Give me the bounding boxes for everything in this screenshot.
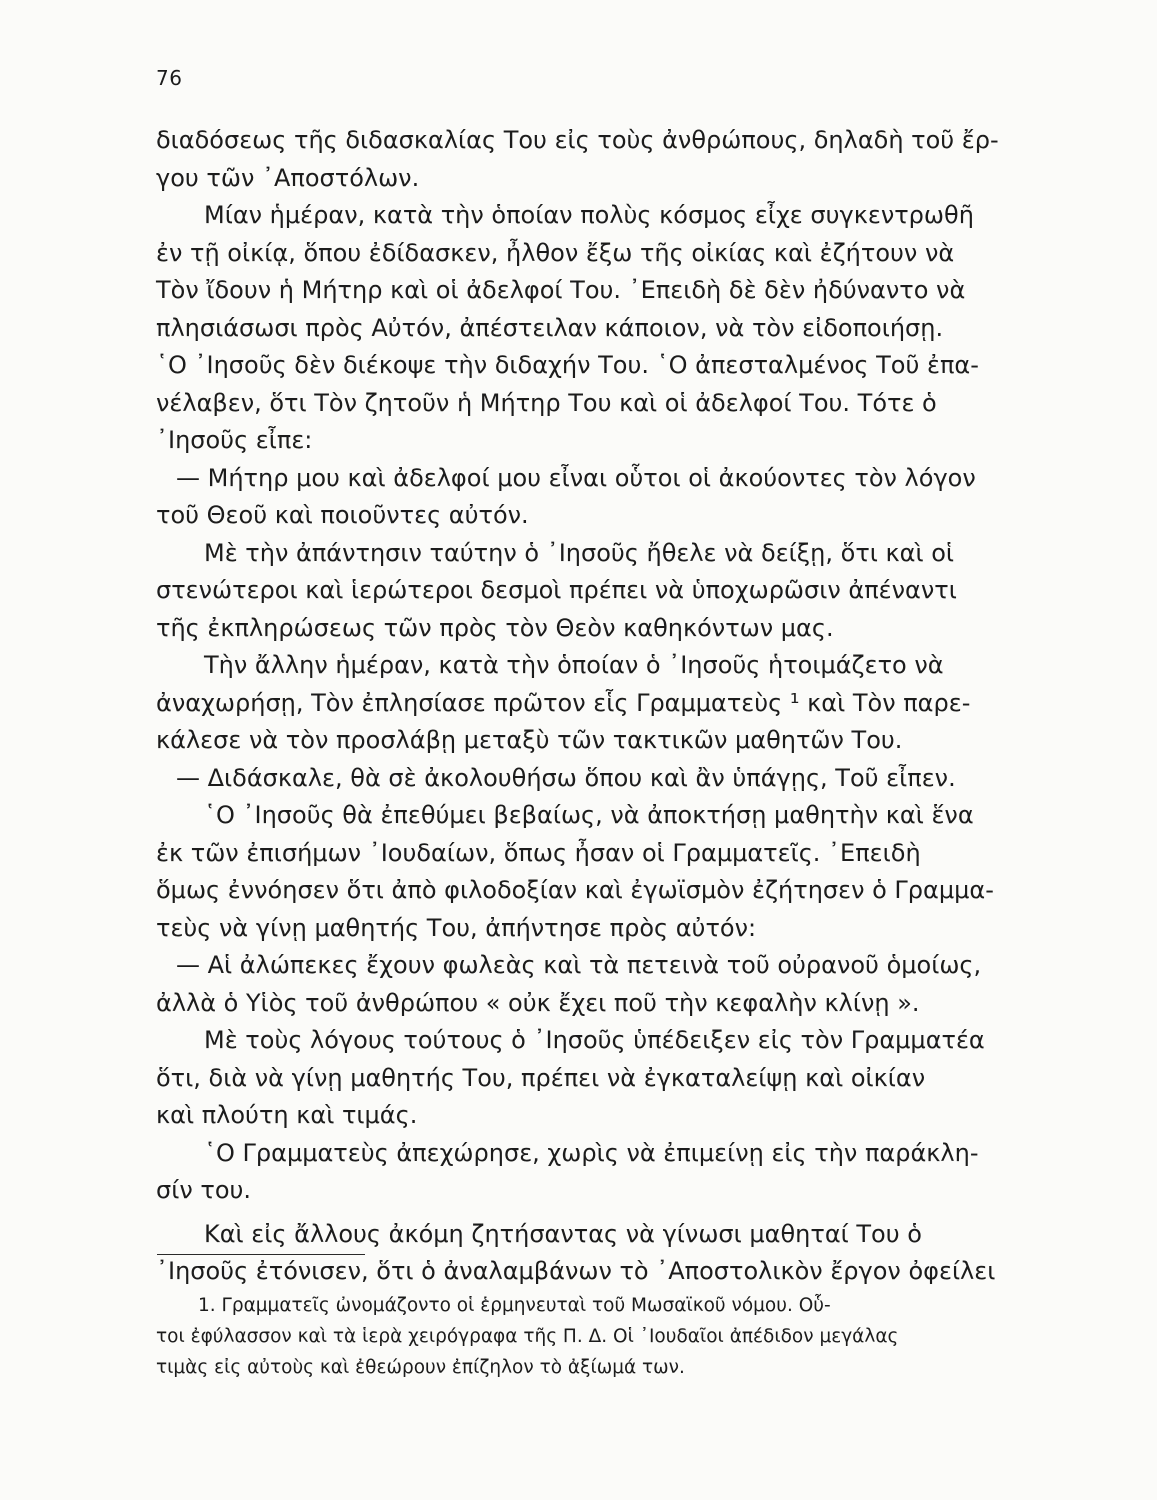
text-line: Τὸν ἴδουν ἡ Μήτηρ καὶ οἱ ἀδελφοί Του. ᾿Επειδὴ δὲ δὲν ἠδύναντο νὰ bbox=[156, 276, 966, 304]
text-line: τεὺς νὰ γίνῃ μαθητής Του, ἀπήντησε πρὸς αὐτόν: bbox=[156, 913, 757, 942]
text-line: ῾Ο ᾿Ιησοῦς δὲν διέκοψε τὴν διδαχήν Του. ῾Ο ἀπεσταλμένος Τοῦ ἐπα- bbox=[156, 351, 979, 379]
text-line: νέλαβεν, ὅτι Τὸν ζητοῦν ἡ Μήτηρ Του καὶ οἱ ἀδελφοί Του. Τότε ὁ bbox=[156, 388, 937, 417]
text-line: ἐν τῇ οἰκίᾳ, ὅπου ἐδίδασκεν, ἦλθον ἔξω τῆς οἰκίας καὶ ἐζήτουν νὰ bbox=[156, 238, 955, 267]
text-line: ᾿Ιησοῦς ἐτόνισεν, ὅτι ὁ ἀναλαμβάνων τὸ ᾿Αποστολικὸν ἔργον ὀφείλει bbox=[156, 1257, 996, 1285]
text-line: Τὴν ἄλλην ἡμέραν, κατὰ τὴν ὁποίαν ὁ ᾿Ιησοῦς ἡτοιμάζετο νὰ bbox=[204, 651, 944, 679]
text-line: τῆς ἐκπληρώσεως τῶν πρὸς τὸν Θεὸν καθηκόντων μας. bbox=[156, 613, 834, 642]
text-line: Μὲ τοὺς λόγους τούτους ὁ ᾿Ιησοῦς ὑπέδειξεν εἰς τὸν Γραμματέα bbox=[204, 1026, 985, 1054]
text-line: τοῦ Θεοῦ καὶ ποιοῦντες αὐτόν. bbox=[156, 501, 529, 529]
text-line: ἀλλὰ ὁ Υἱὸς τοῦ ἀνθρώπου « οὐκ ἔχει ποῦ τὴν κεφαλὴν κλίνῃ ». bbox=[156, 988, 920, 1017]
text-line: καὶ πλούτη καὶ τιμάς. bbox=[156, 1101, 418, 1129]
text-line: κάλεσε νὰ τὸν προσλάβῃ μεταξὺ τῶν τακτικῶν μαθητῶν Του. bbox=[156, 726, 903, 754]
text-line: ὅμως ἐννόησεν ὅτι ἀπὸ φιλοδοξίαν καὶ ἐγωϊσμὸν ἐζήτησεν ὁ Γραμμα- bbox=[156, 876, 994, 904]
text-line: — Διδάσκαλε, θὰ σὲ ἀκολουθήσω ὅπου καὶ ἂν ὑπάγῃς, Τοῦ εἶπεν. bbox=[176, 763, 956, 792]
text-line: ἐκ τῶν ἐπισήμων ᾿Ιουδαίων, ὅπως ἦσαν οἱ Γραμματεῖς. ᾿Επειδὴ bbox=[156, 838, 921, 867]
text-line: γου τῶν ᾿Αποστόλων. bbox=[156, 163, 420, 192]
footnote-divider bbox=[157, 1254, 365, 1255]
text-line: στενώτεροι καὶ ἱερώτεροι δεσμοὶ πρέπει νὰ ὑποχωρῶσιν ἀπέναντι bbox=[156, 576, 957, 604]
text-line: ῾Ο Γραμματεὺς ἀπεχώρησε, χωρὶς νὰ ἐπιμείνῃ εἰς τὴν παράκλη- bbox=[204, 1138, 979, 1167]
body-text bbox=[156, 122, 1006, 1291]
text-line: πλησιάσωσι πρὸς Αὐτόν, ἀπέστειλαν κάποιον, νὰ τὸν εἰδοποιήσῃ. bbox=[156, 313, 944, 342]
text-line: Μὲ τὴν ἀπάντησιν ταύτην ὁ ᾿Ιησοῦς ἤθελε νὰ δείξῃ, ὅτι καὶ οἱ bbox=[204, 538, 955, 567]
footnote-line: τοι ἐφύλασσον καὶ τὰ ἱερὰ χειρόγραφα τῆς Π. Δ. Οἱ ᾿Ιουδαῖοι ἀπέδιδον μεγάλας bbox=[156, 1326, 899, 1347]
text-line: ᾿Ιησοῦς εἶπε: bbox=[156, 426, 313, 454]
page-number: 76 bbox=[156, 66, 183, 90]
text-line: Μίαν ἡμέραν, κατὰ τὴν ὁποίαν πολὺς κόσμος εἶχε συγκεντρωθῆ bbox=[204, 201, 974, 229]
text-line: σίν του. bbox=[156, 1176, 252, 1204]
footnote-line: τιμὰς εἰς αὐτοὺς καὶ ἐθεώρουν ἐπίζηλον τὸ ἀξίωμά των. bbox=[156, 1357, 685, 1378]
text-line: Καὶ εἰς ἄλλους ἀκόμη ζητήσαντας νὰ γίνωσι μαθηταί Του ὁ bbox=[204, 1219, 922, 1248]
text-line: ὅτι, διὰ νὰ γίνῃ μαθητής Του, πρέπει νὰ ἐγκαταλείψῃ καὶ οἰκίαν bbox=[156, 1063, 926, 1092]
text-line: ῾Ο ᾿Ιησοῦς θὰ ἐπεθύμει βεβαίως, νὰ ἀποκτήσῃ μαθητὴν καὶ ἕνα bbox=[204, 801, 974, 829]
text-line: — Μήτηρ μου καὶ ἀδελφοί μου εἶναι οὗτοι οἱ ἀκούοντες τὸν λόγον bbox=[176, 463, 976, 492]
text-line: διαδόσεως τῆς διδασκαλίας Του εἰς τοὺς ἀνθρώπους, δηλαδὴ τοῦ ἔρ- bbox=[156, 126, 999, 154]
text-line: ἀναχωρήσῃ, Τὸν ἐπλησίασε πρῶτον εἷς Γραμματεὺς ¹ καὶ Τὸν παρε- bbox=[156, 688, 971, 717]
footnote-line: 1. Γραμματεῖς ὠνομάζοντο οἱ ἑρμηνευταὶ τοῦ Μωσαϊκοῦ νόμου. Οὗ- bbox=[198, 1295, 831, 1316]
text-line: — Αἱ ἀλώπεκες ἔχουν φωλεὰς καὶ τὰ πετεινὰ τοῦ οὐρανοῦ ὁμοίως, bbox=[176, 951, 982, 979]
footnotes bbox=[156, 1290, 1006, 1383]
